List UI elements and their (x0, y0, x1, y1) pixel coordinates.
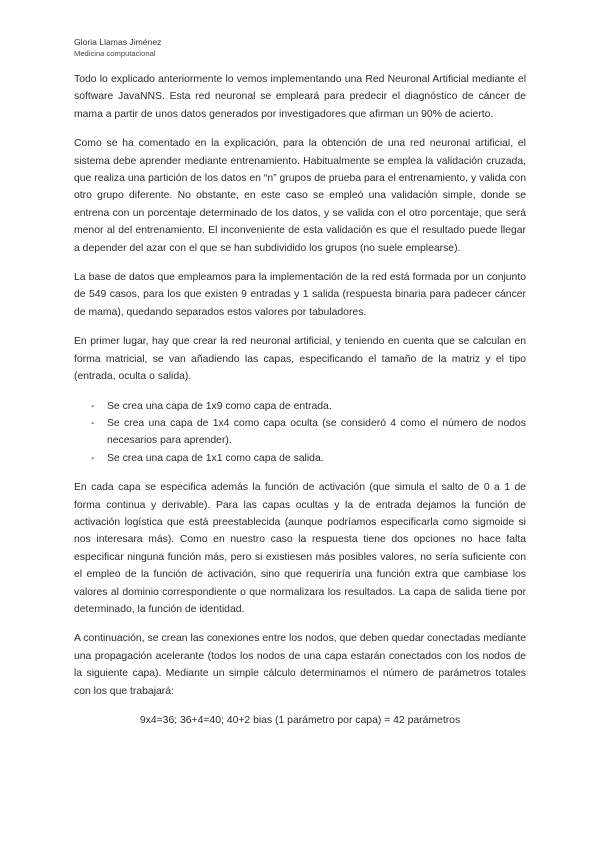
paragraph-dataset: La base de datos que empleamos para la implementación de la red está formada por un conjunto de 549 casos, para los que existen 9 entradas y 1 salida (respuesta binaria para padecer cáncer de mama), quedando separados estos valores por tabuladores. (74, 272, 526, 318)
parameter-formula: 9x4=36; 36+4=40; 40+2 bias (1 parámetro por capa) = 42 parámetros (139, 715, 461, 726)
paragraph-layers: En primer lugar, hay que crear la red neuronal artificial, y teniendo en cuenta que se calculan en forma matricial, se van añadiendo las capas, especificando el tamaño de la matriz y el tipo (entrada, oculta o salida). (74, 336, 526, 383)
paragraph-intro: Todo lo explicado anteriormente lo vemos implementando una Red Neuronal Artificial mediante el software JavaNNS. Esta red neuronal se empleará para predecir el diagnóstico de cáncer de mama a partir de unos datos generados por investigadores que afirman un 90% de acierto. (74, 74, 526, 120)
list-item: - Se crea una capa de 1x1 como capa de salida. (91, 452, 324, 464)
paragraph-activation: En cada capa se especifica además la función de activación (que simula el salto de 0 a 1 de forma continua y derivable). Para las capas ocultas y la de entrada dejamos la función de activación logística que está preestablecida (aunque podríamos especificarla como sigmoide si nos interesara más). Como en nuestro caso la respuesta tiene dos opciones no hace falta especificar ninguna función más, pero si existiesen más posibles valores, no sería suficiente con el empleo de la función de activación, sino que requeriría una función extra que cambiase los valores al dominio correspondiente o que normalizara los resultados. La capa de salida tiene por determinado, la función de identidad. (74, 482, 526, 615)
course-name: Medicina computacional (74, 49, 156, 58)
list-item: - Se crea una capa de 1x4 como capa oculta (se consideró 4 como el número de nodos necesarios para aprender). (91, 417, 526, 447)
page-header (74, 36, 161, 59)
list-item: - Se crea una capa de 1x9 como capa de entrada. (91, 400, 332, 412)
paragraph-training: Como se ha comentado en la explicación, para la obtención de una red neuronal artificial, el sistema debe aprender mediante entrenamiento. Habitualmente se emplea la validación cruzada, que realiza una partición de los datos en “n” grupos de prueba para el entrenamiento, y valida con otro grupo diferente. No obstante, en este caso se empleó una validación simple, donde se entrena con un porcentaje determinado de los datos, y se valida con el otro porcentaje, que será menor al del entrenamiento. El inconveniente de esta validación es que el resultado puede llegar a depender del azar con el que se han subdividido los grupos (no suele emplearse). (74, 138, 526, 254)
layer-list (74, 398, 526, 468)
paragraph-connections: A continuación, se crean las conexiones entre los nodos, que deben quedar conectadas mediante una propagación acelerante (todos los nodos de una capa estarán conectados con los nodos de la siguiente capa). Mediante un simple cálculo determinamos el número de parámetros totales con los que trabajará: (74, 633, 526, 697)
document-body (74, 71, 526, 729)
author-name: Gloria Llamas Jiménez (74, 37, 162, 47)
